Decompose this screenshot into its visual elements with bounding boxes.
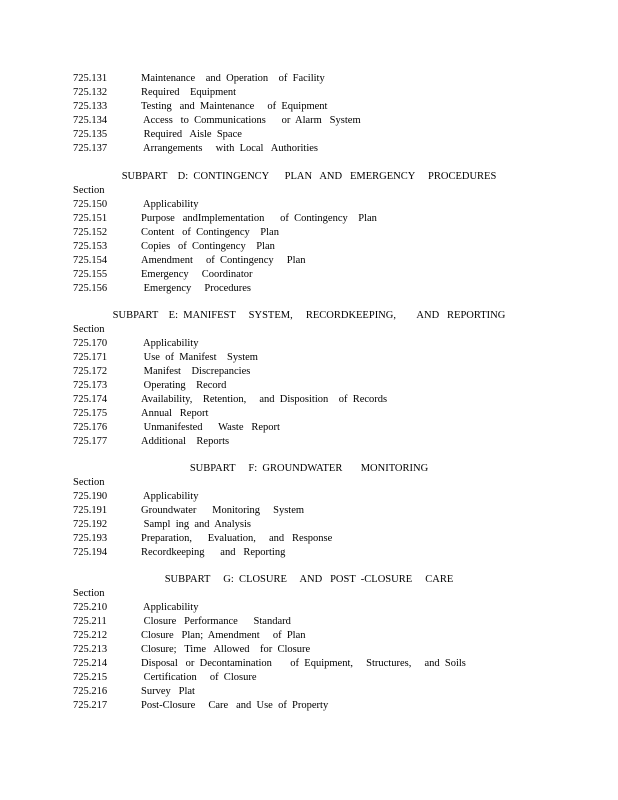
section-number: 725.170 xyxy=(73,338,108,349)
section-number: 725.212 xyxy=(73,630,108,641)
section-label: Section xyxy=(73,588,105,599)
toc-row xyxy=(0,240,618,254)
toc-row xyxy=(0,601,618,615)
section-number: 725.131 xyxy=(73,73,108,84)
toc-row xyxy=(0,379,618,393)
section-number: 725.193 xyxy=(73,533,108,544)
toc-row xyxy=(0,282,618,296)
section-title: Groundwater Monitoring System xyxy=(141,505,305,516)
section-label-row xyxy=(0,323,618,337)
section-number: 725.173 xyxy=(73,380,108,391)
toc-row xyxy=(0,504,618,518)
section-number: 725.153 xyxy=(73,241,108,252)
section-title: Additional Reports xyxy=(141,436,230,447)
section-title: Annual Report xyxy=(141,408,209,419)
section-number: 725.135 xyxy=(73,129,108,140)
section-label: Section xyxy=(73,324,105,335)
section-number: 725.151 xyxy=(73,213,108,224)
toc-row xyxy=(0,435,618,449)
section-title: Closure Performance Standard xyxy=(141,616,291,627)
section-number: 725.155 xyxy=(73,269,108,280)
toc-row xyxy=(0,629,618,643)
section-title: Copies of Contingency Plan xyxy=(141,241,275,252)
toc-row xyxy=(0,699,618,713)
section-number: 725.175 xyxy=(73,408,108,419)
section-number: 725.190 xyxy=(73,491,108,502)
section-number: 725.215 xyxy=(73,672,108,683)
section-label-row xyxy=(0,184,618,198)
subpart-heading: SUBPART G: CLOSURE AND POST -CLOSURE CARE xyxy=(164,574,454,585)
section-label-row xyxy=(0,476,618,490)
section-title: Unmanifested Waste Report xyxy=(141,422,280,433)
toc-row xyxy=(0,421,618,435)
toc-row xyxy=(0,86,618,100)
section-number: 725.217 xyxy=(73,700,108,711)
toc-row xyxy=(0,128,618,142)
section-number: 725.210 xyxy=(73,602,108,613)
section-label: Section xyxy=(73,185,105,196)
toc-row xyxy=(0,393,618,407)
section-title: Applicability xyxy=(141,491,199,502)
section-number: 725.211 xyxy=(73,616,107,627)
section-title: Emergency Procedures xyxy=(141,283,252,294)
section-title: Survey Plat xyxy=(141,686,195,697)
section-number: 725.194 xyxy=(73,547,108,558)
section-title: Post-Closure Care and Use of Property xyxy=(141,700,329,711)
toc-row xyxy=(0,615,618,629)
toc-row xyxy=(0,532,618,546)
toc-row xyxy=(0,365,618,379)
section-title: Required Equipment xyxy=(141,87,237,98)
toc-row xyxy=(0,226,618,240)
section-number: 725.213 xyxy=(73,644,108,655)
section-number: 725.177 xyxy=(73,436,108,447)
toc-row xyxy=(0,671,618,685)
section-number: 725.150 xyxy=(73,199,108,210)
section-title: Arrangements with Local Authorities xyxy=(141,143,319,154)
section-number: 725.192 xyxy=(73,519,108,530)
section-title: Recordkeeping and Reporting xyxy=(141,547,286,558)
toc-row xyxy=(0,407,618,421)
section-title: Disposal or Decontamination of Equipment, Structures, and Soils xyxy=(141,658,466,669)
subpart-heading: SUBPART E: MANIFEST SYSTEM, RECORDKEEPING, AND REPORTING xyxy=(112,310,506,321)
section-number: 725.191 xyxy=(73,505,108,516)
toc-row xyxy=(0,100,618,114)
section-number: 725.133 xyxy=(73,101,108,112)
section-title: Sampl ing and Analysis xyxy=(141,519,251,530)
toc-row xyxy=(0,657,618,671)
toc-row xyxy=(0,254,618,268)
section-number: 725.216 xyxy=(73,686,108,697)
section-number: 725.134 xyxy=(73,115,108,126)
section-title: Purpose andImplementation of Contingency Plan xyxy=(141,213,377,224)
section-title: Access to Communications or Alarm System xyxy=(141,115,361,126)
toc-row xyxy=(0,212,618,226)
toc-row xyxy=(0,490,618,504)
subpart-heading: SUBPART F: GROUNDWATER MONITORING xyxy=(189,463,429,474)
toc-row xyxy=(0,518,618,532)
section-title: Preparation, Evaluation, and Response xyxy=(141,533,333,544)
toc-row xyxy=(0,685,618,699)
toc-row xyxy=(0,114,618,128)
section-number: 725.176 xyxy=(73,422,108,433)
section-title: Required Aisle Space xyxy=(141,129,242,140)
section-number: 725.137 xyxy=(73,143,108,154)
toc-row xyxy=(0,72,618,86)
section-label: Section xyxy=(73,477,105,488)
section-title: Closure Plan; Amendment of Plan xyxy=(141,630,306,641)
section-title: Maintenance and Operation of Facility xyxy=(141,73,325,84)
section-title: Emergency Coordinator xyxy=(141,269,253,280)
section-number: 725.132 xyxy=(73,87,108,98)
section-title: Amendment of Contingency Plan xyxy=(141,255,306,266)
section-title: Applicability xyxy=(141,338,199,349)
section-title: Operating Record xyxy=(141,380,227,391)
section-number: 725.214 xyxy=(73,658,108,669)
section-number: 725.174 xyxy=(73,394,108,405)
toc-row xyxy=(0,546,618,560)
section-number: 725.154 xyxy=(73,255,108,266)
section-title: Testing and Maintenance of Equipment xyxy=(141,101,328,112)
section-title: Applicability xyxy=(141,199,199,210)
toc-row xyxy=(0,351,618,365)
section-number: 725.156 xyxy=(73,283,108,294)
toc-row xyxy=(0,198,618,212)
toc-row xyxy=(0,142,618,156)
section-number: 725.152 xyxy=(73,227,108,238)
section-title: Availability, Retention, and Disposition of Records xyxy=(141,394,388,405)
toc-row xyxy=(0,268,618,282)
subpart-heading: SUBPART D: CONTINGENCY PLAN AND EMERGENCY PROCEDURES xyxy=(121,171,497,182)
toc-row xyxy=(0,643,618,657)
section-title: Certification of Closure xyxy=(141,672,257,683)
section-number: 725.171 xyxy=(73,352,108,363)
section-title: Applicability xyxy=(141,602,199,613)
section-title: Closure; Time Allowed for Closure xyxy=(141,644,311,655)
section-label-row xyxy=(0,587,618,601)
section-title: Use of Manifest System xyxy=(141,352,258,363)
section-title: Content of Contingency Plan xyxy=(141,227,279,238)
section-title: Manifest Discrepancies xyxy=(141,366,251,377)
toc-row xyxy=(0,337,618,351)
section-number: 725.172 xyxy=(73,366,108,377)
